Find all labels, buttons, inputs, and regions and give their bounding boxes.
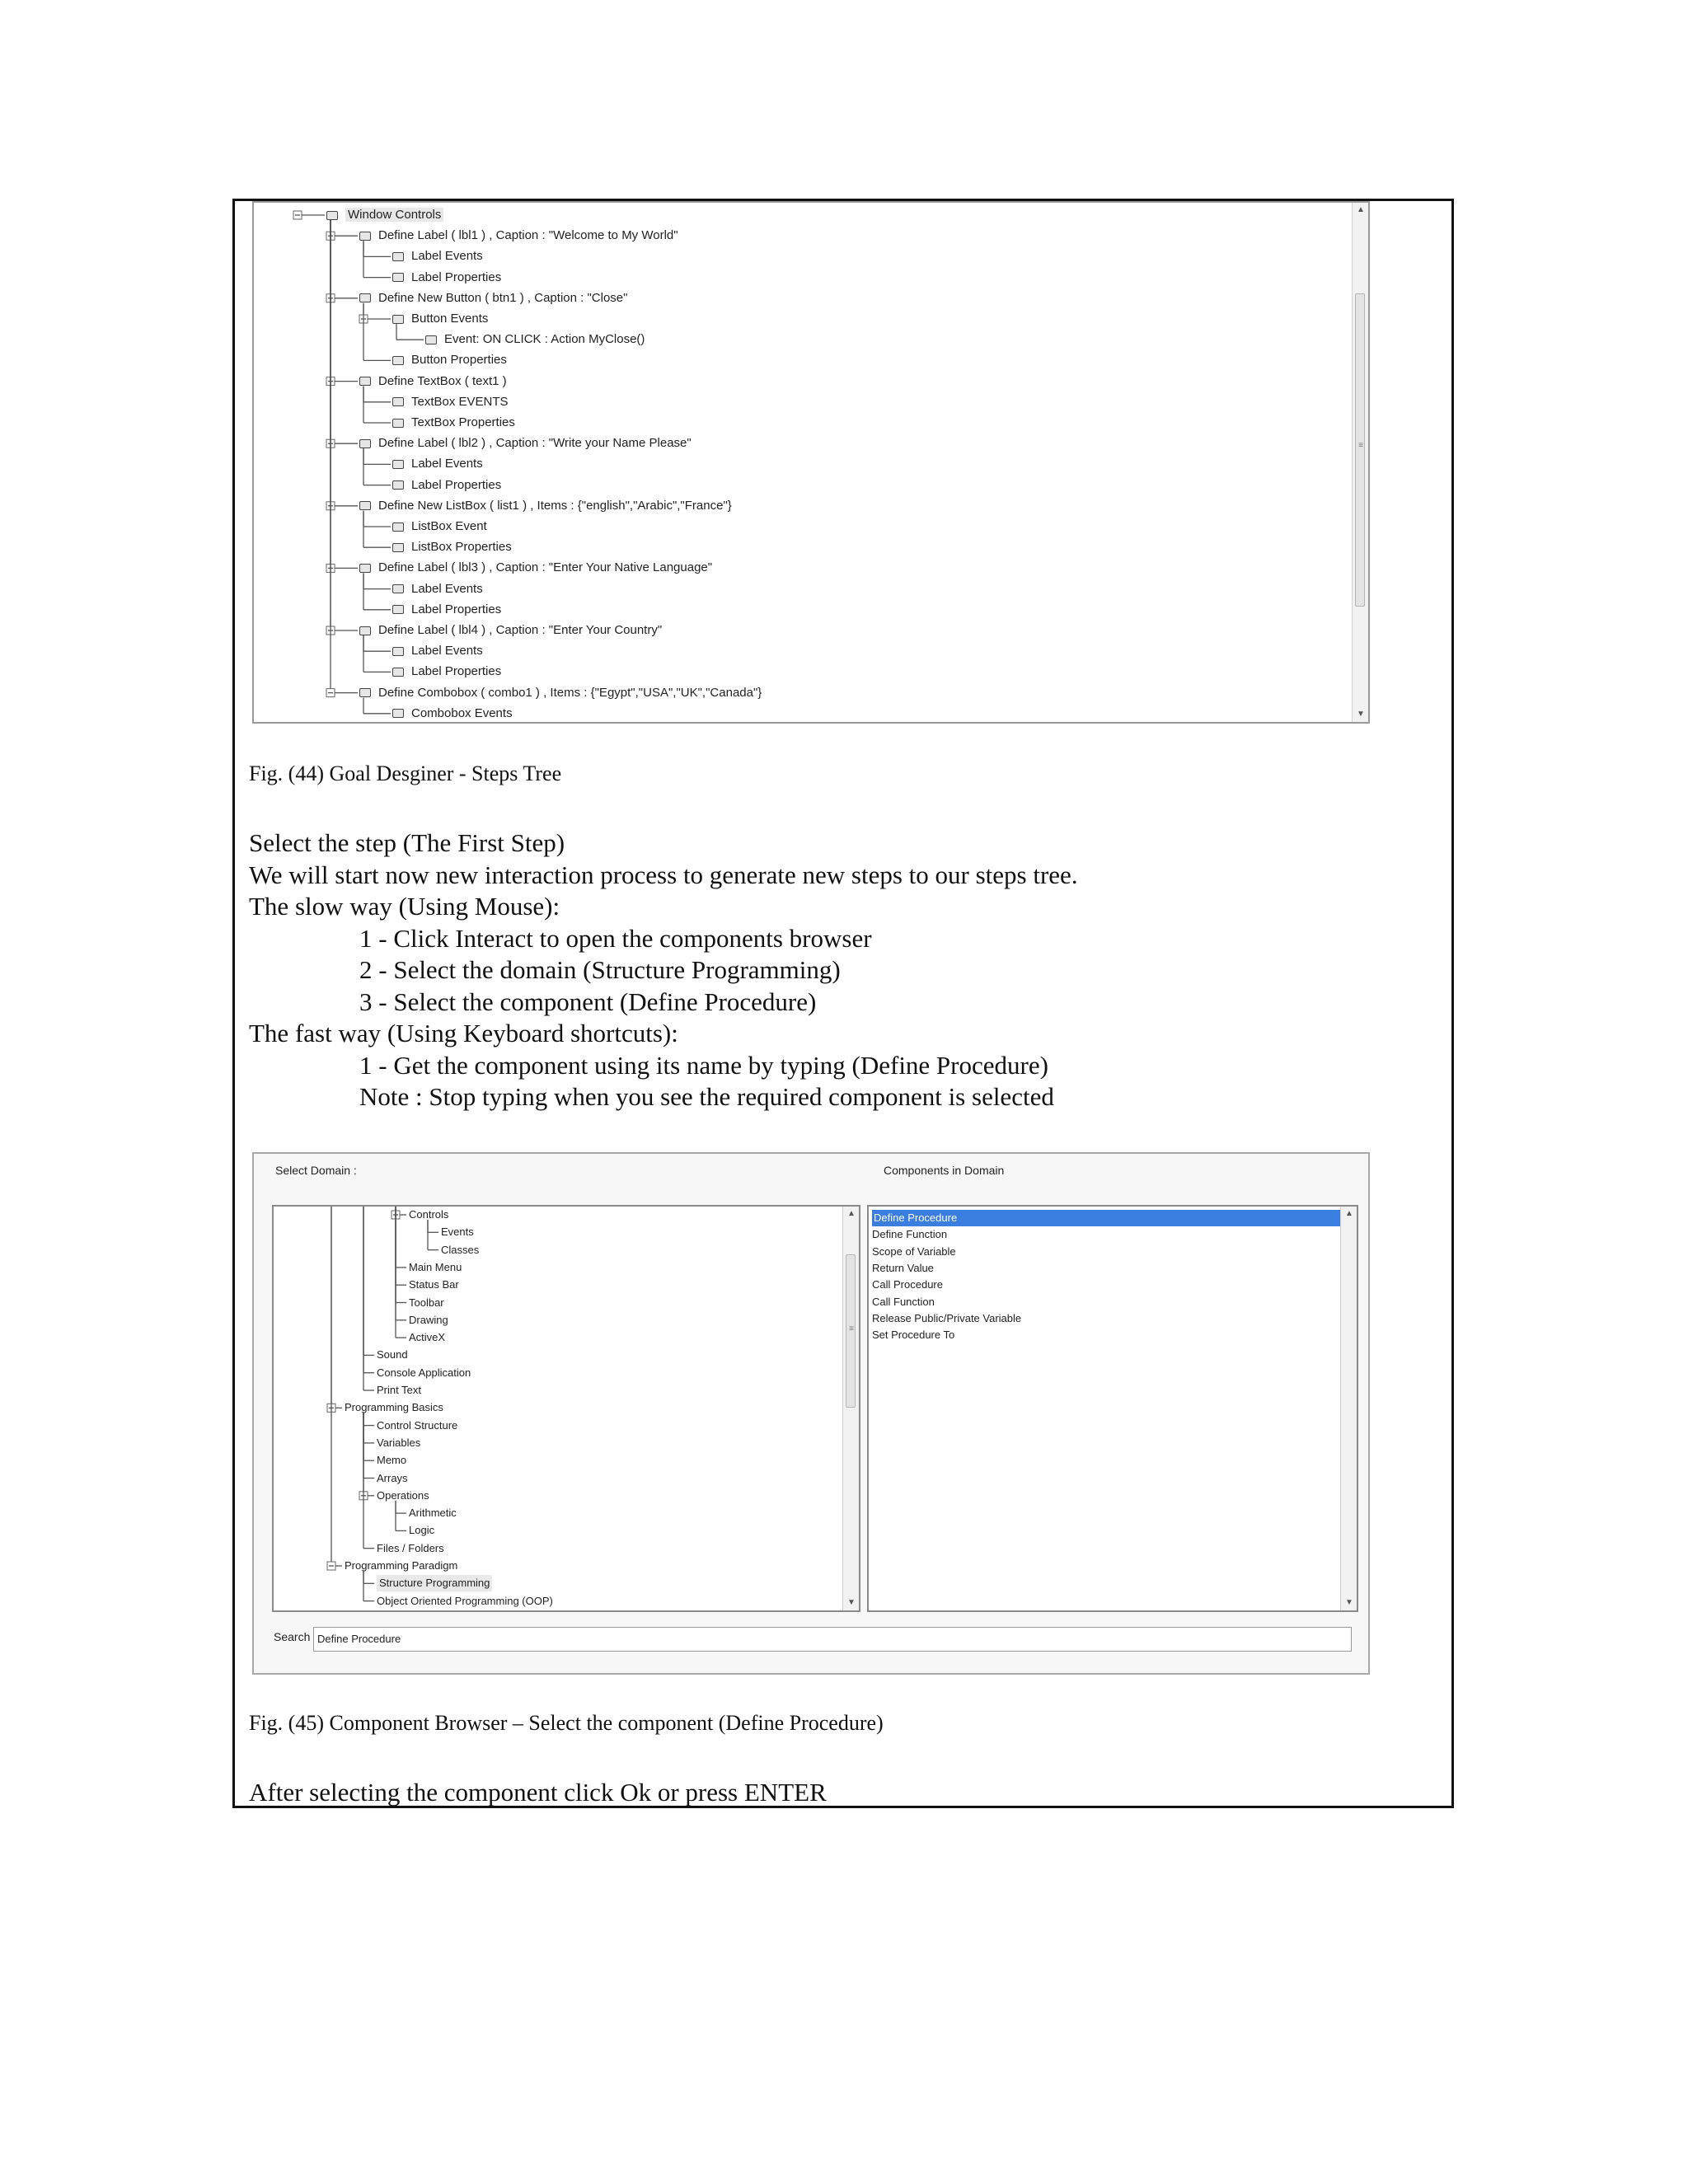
tree-node-label: Button Events	[411, 312, 489, 326]
tree-node-label: ListBox Event	[411, 519, 487, 533]
tree-node[interactable]	[392, 642, 483, 660]
node-icon	[392, 480, 404, 490]
domain-scrollbar[interactable]	[842, 1207, 859, 1610]
node-icon	[392, 605, 404, 614]
domain-node[interactable]: Structure Programming	[377, 1575, 492, 1591]
domain-node[interactable]: Object Oriented Programming (OOP)	[377, 1594, 553, 1607]
node-icon	[392, 647, 404, 656]
tree-node-label: Define Label ( lbl3 ) , Caption : "Enter Your Native Language"	[378, 560, 713, 575]
tree-node[interactable]	[392, 393, 509, 411]
body-line: Select the step (The First Step)	[249, 828, 565, 857]
tree-node[interactable]	[392, 580, 483, 598]
tree-node[interactable]	[392, 247, 483, 265]
domain-node[interactable]: Status Bar	[409, 1278, 459, 1291]
tree-node-label: Define TextBox ( text1 )	[378, 373, 507, 388]
domain-node[interactable]: Classes	[441, 1243, 480, 1256]
node-icon	[392, 356, 404, 365]
tree-node[interactable]	[359, 497, 732, 515]
domain-node[interactable]: Files / Folders	[377, 1541, 444, 1554]
closing-instruction: After selecting the component click Ok or press ENTER	[249, 1778, 827, 1807]
tree-node[interactable]	[392, 601, 501, 619]
domain-node[interactable]: Console Application	[377, 1366, 471, 1379]
scroll-down-arrow-icon[interactable]: ▼	[1357, 710, 1365, 719]
select-domain-label: Select Domain :	[275, 1164, 357, 1177]
body-line: The fast way (Using Keyboard shortcuts):	[249, 1019, 678, 1047]
scrollbar-thumb[interactable]	[846, 1254, 856, 1408]
component-item[interactable]: Set Procedure To	[872, 1329, 955, 1342]
node-icon	[392, 709, 404, 718]
node-icon	[392, 397, 404, 406]
tree-node-label: Define New Button ( btn1 ) , Caption : "Close"	[378, 290, 628, 305]
node-icon	[359, 293, 371, 302]
tree-node[interactable]	[326, 206, 443, 224]
tree-node-label: Label Events	[411, 581, 483, 596]
tree-node-label: Label Properties	[411, 269, 502, 284]
tree-node[interactable]	[392, 414, 515, 432]
body-line: 1 - Click Interact to open the components browser	[359, 924, 872, 953]
search-input[interactable]: Define Procedure	[313, 1627, 1352, 1652]
component-item[interactable]: Release Public/Private Variable	[872, 1311, 1022, 1324]
tree-node[interactable]	[392, 663, 501, 681]
tree-node[interactable]	[392, 538, 512, 556]
body-line: We will start now new interaction process to generate new steps to our steps tree.	[249, 860, 1078, 889]
scrollbar-thumb[interactable]	[1355, 293, 1365, 607]
node-icon	[392, 460, 404, 469]
scroll-up-arrow-icon[interactable]: ▲	[1357, 205, 1365, 214]
domain-node[interactable]: Programming Paradigm	[345, 1559, 458, 1572]
node-icon	[392, 584, 404, 593]
node-icon	[425, 335, 437, 344]
tree-node-label: Combobox Events	[411, 705, 513, 720]
domain-node[interactable]: Operations	[377, 1488, 429, 1502]
component-item[interactable]: Call Procedure	[872, 1278, 943, 1291]
tree-scrollbar[interactable]	[1352, 203, 1368, 722]
domain-node[interactable]: Drawing	[409, 1313, 448, 1326]
tree-node[interactable]	[359, 227, 678, 245]
domain-node[interactable]: Sound	[377, 1348, 408, 1361]
components-scrollbar[interactable]	[1340, 1207, 1357, 1610]
domain-node[interactable]: Main Menu	[409, 1260, 462, 1273]
node-icon	[392, 315, 404, 324]
figure-44-caption: Fig. (44) Goal Desginer - Steps Tree	[249, 762, 562, 785]
node-icon	[392, 419, 404, 428]
node-icon	[392, 523, 404, 532]
tree-node-label: Label Properties	[411, 664, 502, 679]
body-line: 2 - Select the domain (Structure Programming)	[359, 955, 841, 984]
steps-tree-panel[interactable]	[252, 201, 1370, 724]
tree-node-label: Label Properties	[411, 602, 502, 616]
body-line: 1 - Get the component using its name by typing (Define Procedure)	[359, 1051, 1048, 1080]
tree-node[interactable]	[425, 330, 645, 349]
tree-node-label: Label Properties	[411, 477, 502, 492]
domain-node[interactable]: ActiveX	[409, 1331, 446, 1344]
component-item[interactable]: Call Function	[872, 1295, 935, 1308]
scroll-up-arrow-icon[interactable]: ▲	[1345, 1209, 1353, 1218]
scroll-down-arrow-icon[interactable]: ▼	[847, 1598, 856, 1607]
body-line: 3 - Select the component (Define Procedure)	[359, 987, 817, 1016]
tree-node[interactable]	[359, 289, 627, 307]
tree-node[interactable]	[392, 351, 507, 369]
body-line: Note : Stop typing when you see the required component is selected	[359, 1082, 1054, 1111]
tree-node[interactable]	[359, 373, 507, 391]
node-icon	[359, 232, 371, 241]
domain-node[interactable]: Print Text	[377, 1384, 421, 1396]
tree-node-label: Define New ListBox ( list1 ) , Items : {"english","Arabic","France"}	[378, 498, 732, 513]
domain-node[interactable]: Variables	[377, 1436, 421, 1449]
tree-node-label: Button Properties	[411, 353, 507, 368]
domain-node[interactable]: Arithmetic	[409, 1507, 457, 1520]
tree-node[interactable]	[392, 310, 488, 328]
component-browser	[252, 1152, 1370, 1675]
tree-node[interactable]	[359, 684, 762, 702]
scrollbar-grip-icon: ≡	[1358, 441, 1363, 450]
domain-node[interactable]: Logic	[409, 1524, 435, 1537]
tree-node[interactable]	[392, 455, 483, 473]
node-icon	[359, 439, 371, 448]
node-icon	[392, 273, 404, 282]
domain-node[interactable]: Toolbar	[409, 1296, 444, 1309]
tree-node-label: Define Label ( lbl1 ) , Caption : "Welcome to My World"	[378, 228, 678, 243]
tree-node-label: Label Events	[411, 457, 483, 471]
components-list[interactable]	[867, 1205, 1358, 1612]
tree-node[interactable]	[359, 621, 662, 640]
scrollbar-grip-icon: ≡	[849, 1324, 854, 1333]
domain-node[interactable]: Controls	[409, 1208, 449, 1221]
tree-node-label: Define Combobox ( combo1 ) , Items : {"Egypt","USA","UK","Canada"}	[378, 685, 762, 700]
component-item[interactable]: Define Procedure	[872, 1210, 1340, 1226]
scroll-down-arrow-icon[interactable]: ▼	[1345, 1598, 1353, 1607]
tree-node-label: TextBox Properties	[411, 415, 515, 429]
node-icon	[392, 668, 404, 677]
search-label: Search	[274, 1630, 311, 1643]
tree-node-label: ListBox Properties	[411, 540, 512, 555]
domain-node[interactable]: Control Structure	[377, 1418, 458, 1432]
tree-node[interactable]	[392, 476, 501, 494]
tree-node[interactable]	[359, 434, 692, 452]
domain-node[interactable]: Programming Basics	[345, 1401, 443, 1414]
tree-node-label: Define Label ( lbl4 ) , Caption : "Enter Your Country"	[378, 623, 663, 637]
domain-tree[interactable]	[272, 1205, 860, 1612]
domain-node[interactable]: Memo	[377, 1454, 407, 1467]
tree-node-label: Label Events	[411, 644, 483, 658]
node-icon	[359, 688, 371, 697]
tree-node[interactable]	[392, 518, 487, 536]
tree-node-label: TextBox EVENTS	[411, 394, 509, 409]
scroll-up-arrow-icon[interactable]: ▲	[847, 1209, 856, 1218]
domain-node[interactable]: Events	[441, 1226, 474, 1239]
node-icon	[359, 377, 371, 386]
node-icon	[359, 501, 371, 510]
tree-node[interactable]	[392, 705, 513, 723]
node-icon	[359, 626, 371, 635]
figure-45-caption: Fig. (45) Component Browser – Select the component (Define Procedure)	[249, 1711, 884, 1735]
tree-node-label: Label Events	[411, 249, 483, 264]
tree-node[interactable]	[392, 269, 501, 287]
component-item[interactable]: Define Function	[872, 1228, 948, 1241]
node-icon	[392, 543, 404, 552]
domain-node[interactable]: Arrays	[377, 1471, 408, 1484]
tree-node-label: Define Label ( lbl2 ) , Caption : "Write your Name Please"	[378, 436, 692, 451]
components-in-domain-label: Components in Domain	[884, 1164, 1005, 1177]
body-line: The slow way (Using Mouse):	[249, 892, 560, 921]
node-icon	[359, 564, 371, 573]
tree-node[interactable]	[359, 559, 712, 577]
component-item[interactable]: Return Value	[872, 1261, 934, 1274]
tree-node-label: Window Controls	[345, 208, 443, 222]
node-icon	[326, 211, 338, 220]
component-item[interactable]: Scope of Variable	[872, 1244, 956, 1258]
tree-node-label: Event: ON CLICK : Action MyClose()	[444, 332, 645, 347]
node-icon	[392, 252, 404, 261]
